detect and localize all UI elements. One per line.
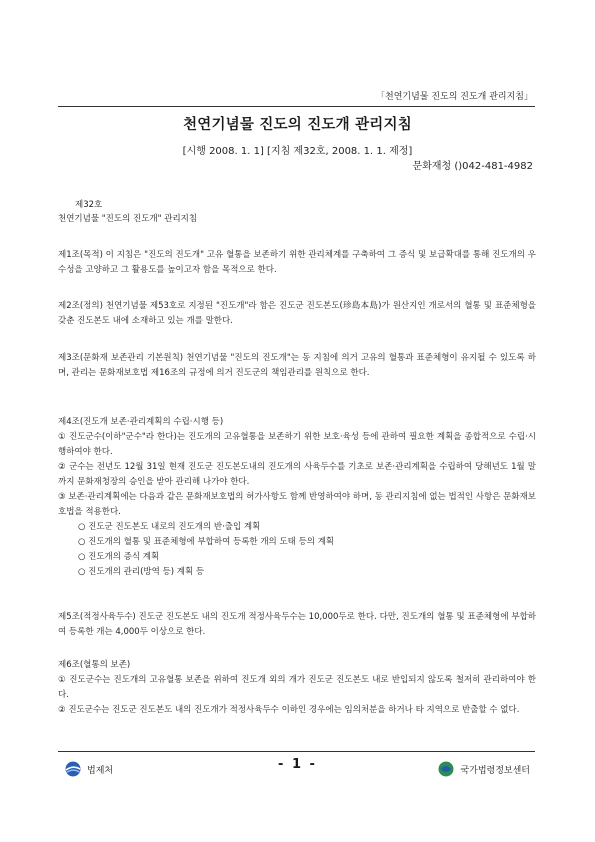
footer-right-label: 국가법령정보센터: [460, 765, 530, 776]
article-4-bullet: ○ 진도개의 혈통 및 표준체형에 부합하여 등록한 개의 도태 등의 계획: [78, 537, 335, 547]
article-4-item: ③ 보존·관리계획에는 다음과 같은 문화재보호법의 허가사항도 함께 반영하여야 하며, 동 관리지침에 없는 법적인 사항은 문화재보호법을 적용한다.: [58, 492, 536, 517]
page-number: - 1 -: [278, 757, 317, 772]
article-4-item: ① 진도군수(이하"군수"라 한다)는 진도개의 고유혈통을 보존하기 위한 보호·육성 등에 관하여 필요한 계획을 종합적으로 수립·시행하여야 한다.: [58, 432, 536, 457]
article-4-bullet: ○ 진도개의 증식 계획: [78, 552, 160, 562]
enforcement-meta: [시행 2008. 1. 1] [지침 제32호, 2008. 1. 1. 제정]: [182, 146, 413, 157]
article-6-heading: 제6조(혈통의 보존): [58, 660, 131, 670]
footer-right: [438, 761, 530, 777]
article-6-item: ① 진도군수는 진도개의 고유혈통 보존을 위하여 진도개 외의 개가 진도군 진도본도 내로 반입되지 않도록 철저히 관리하여야 한다.: [58, 675, 536, 700]
article-1: 제1조(목적) 이 지침은 "진도의 진도개" 고유 혈통을 보존하기 위한 관리체계를 구축하여 그 증식 및 보급확대를 통해 진도개의 우수성을 고양하고 그 활용도를 높이고자 함을 목적으로 한다.: [58, 250, 536, 275]
agency-contact: 문화재청 ()042-481-4982: [412, 161, 533, 172]
footer-left-label: 법제처: [87, 765, 114, 776]
page-tag: 「천연기념물 진도의 진도개 관리지침」: [376, 92, 533, 102]
article-4: [58, 415, 536, 580]
header-rule: [58, 106, 535, 107]
article-6: [58, 658, 536, 718]
article-2: 제2조(정의) 천연기념물 제53호로 지정된 "진도개"라 함은 진도군 진도본도(珍島本島)가 원산지인 개로서의 혈통 및 표준체형을 갖춘 진도본도 내에 소재하고 있는 개를 말한다.: [58, 301, 536, 326]
article-4-heading: 제4조(진도개 보존·관리계획의 수립·시행 등): [58, 417, 224, 427]
article-5: 제5조(적정사육두수) 진도군 진도본도 내의 진도개 적정사육두수는 10,000두로 한다. 다만, 진도개의 혈통 및 표준체형에 부합하여 등록한 개는 4,000두 이상으로 한다.: [58, 612, 536, 637]
article-4-item: ② 군수는 전년도 12월 31일 현재 진도군 진도본도내의 진도개의 사육두수를 기초로 보존·관리계획을 수립하여 당해년도 1월 말까지 문화재청장의 승인을 받아 관리해 나가야 한다.: [58, 462, 536, 487]
notice-number: 제32호: [75, 200, 103, 210]
law-center-logo-icon: [438, 761, 454, 777]
article-4-bullet: ○ 진도개의 관리(방역 등) 계획 등: [78, 567, 205, 577]
footer-rule: [58, 751, 535, 752]
article-4-bullet: ○ 진도군 진도본도 내로의 진도개의 반·출입 계획: [78, 522, 261, 532]
article-3: 제3조(문화재 보존관리 기본원칙) 천연기념물 "진도의 진도개"는 동 지침에 의거 고유의 혈통과 표준체형이 유지될 수 있도록 하며, 관리는 문화재보호법 제16조의 규정에 의거 진도군의 책임관리를 원칙으로 한다.: [58, 353, 536, 378]
article-6-item: ② 진도군수는 진도군 진도본도 내의 진도개가 적정사육두수 이하인 경우에는 임의처분을 하거나 타 지역으로 반출할 수 없다.: [58, 705, 520, 715]
page-title: 천연기념물 진도의 진도개 관리지침: [183, 117, 412, 133]
notice-title: 천연기념물 "진도의 진도개" 관리지침: [58, 214, 198, 224]
